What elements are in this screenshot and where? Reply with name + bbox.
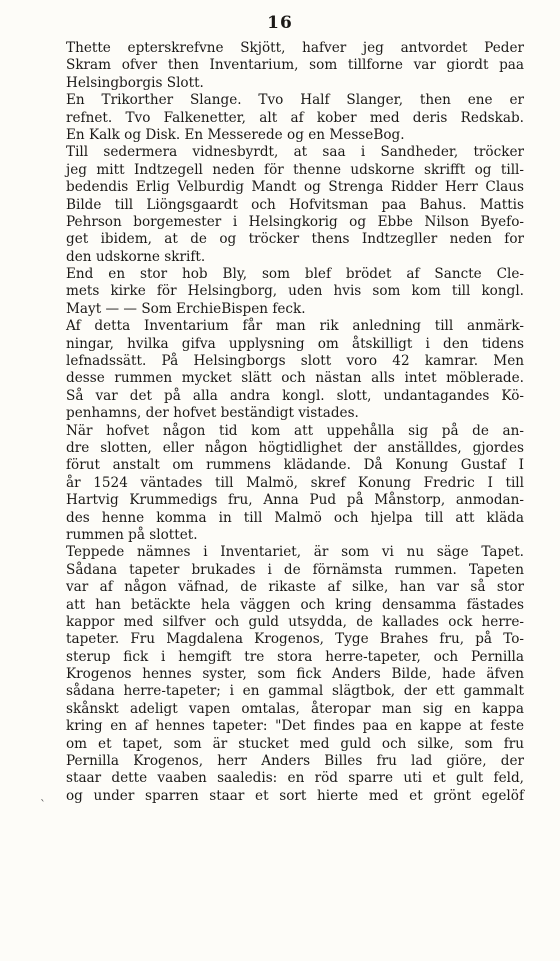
text-line: att han betäckte hela väggen och kring densamma fästades <box>66 596 524 613</box>
text-line: refnet. Tvo Falkenetter, alt af kober med deris Redskab. <box>66 109 524 126</box>
text-line: Pehrson borgemester i Helsingkorig og Ebbe Nilson Byefo- <box>66 213 524 230</box>
text-line: Så var det på alla andra kongl. slott, undantagandes Kö- <box>66 387 524 404</box>
text-line: Teppede nämnes i Inventariet, är som vi nu säge Tapet. <box>66 544 524 561</box>
text-line: år 1524 väntades till Malmö, skref Konung Fredric I till <box>66 474 524 491</box>
text-line: Bilde till Liöngsgaardt och Hofvitsman paa Bahus. Mattis <box>66 196 524 213</box>
text-line: En Kalk og Disk. En Messerede og en MesseBog. <box>66 126 405 143</box>
text-line: jeg mitt Indtzegell neden för thenne udskorne skrifft og till- <box>66 161 524 178</box>
text-line: bedendis Erlig Velburdig Mandt og Strenga Ridder Herr Claus <box>66 179 524 196</box>
text-line: Sådana tapeter brukades i de förnämsta rummen. Tapeten <box>66 561 524 578</box>
text-line: mets kirke för Helsingborg, uden hvis som kom till kongl. <box>66 283 524 300</box>
margin-mark: ` <box>40 798 46 812</box>
text-line: get ibidem, at de og tröcker thens Indtzegller neden for <box>66 231 524 248</box>
text-line: og under sparren staar et sort hierte med et grönt egelöf <box>66 787 524 804</box>
text-line: Skram ofver then Inventarium, som tillforne var giordt paa <box>66 57 524 74</box>
body-text <box>66 40 524 805</box>
text-line: sådana herre-tapeter; i en gammal slägtbok, der ett gammalt <box>66 683 524 700</box>
text-line: Hartvig Krummedigs fru, Anna Pud på Månstorp, anmodan- <box>66 492 524 509</box>
text-line: När hofvet någon tid kom att uppehålla sig på de an- <box>66 422 524 439</box>
text-line: ningar, hvilka gifva upplysning om åtskilligt i den tidens <box>66 335 524 352</box>
text-line: staar dette vaaben saaledis: en röd sparre uti et gult feld, <box>66 770 524 787</box>
text-line: Af detta Inventarium får man rik anledning till anmärk- <box>66 318 524 335</box>
text-line: Thette epterskrefvne Skjött, hafver jeg antvordet Peder <box>66 40 524 56</box>
text-line: desse rummen mycket slätt och nästan alls intet möblerade. <box>66 370 524 387</box>
text-line: skånskt adeligt vapen omtalas, återopar man sig en kappa <box>66 700 524 717</box>
text-line: kappor med silfver och guld utsydda, de kallades ock herre- <box>66 613 524 630</box>
page-number: 16 <box>267 13 293 33</box>
text-line: Mayt — — Som ErchieBispen feck. <box>66 300 306 317</box>
text-line: penhamns, der hofvet beständigt vistades. <box>66 405 359 422</box>
text-line: sterup fick i hemgift tre stora herre-tapeter, och Pernilla <box>66 648 524 665</box>
text-line: var af någon väfnad, de rikaste af silke, han var så stor <box>66 579 524 596</box>
text-line: des henne komma in till Malmö och hjelpa till att kläda <box>66 509 524 526</box>
text-line: om et tapet, som är stucket med guld och silke, som fru <box>66 735 524 752</box>
text-line: Pernilla Krogenos, herr Anders Billes fru lad giöre, der <box>66 753 524 770</box>
text-line: Till sedermera vidnesbyrdt, at saa i Sandheder, tröcker <box>66 144 524 161</box>
text-line: Krogenos hennes syster, som fick Anders Bilde, hade äfven <box>66 666 524 683</box>
text-line: tapeter. Fru Magdalena Krogenos, Tyge Brahes fru, på To- <box>66 631 524 648</box>
text-line: dre slotten, eller någon högtidlighet der anställdes, gjordes <box>66 439 524 456</box>
text-line: den udskorne skrift. <box>66 248 206 265</box>
text-line: End en stor hob Bly, som blef brödet af Sancte Cle- <box>66 266 524 283</box>
text-line: Helsingborgis Slott. <box>66 74 204 91</box>
text-line: rummen på slottet. <box>66 526 198 543</box>
text-line: förut anstalt om rummens klädande. Då Konung Gustaf I <box>66 457 524 474</box>
text-line: En Trikorther Slange. Tvo Half Slanger, then ene er <box>66 92 524 109</box>
text-line: kring en af hennes tapeter: "Det findes paa en kappe at feste <box>66 718 524 735</box>
text-line: lefnadssätt. På Helsingborgs slott voro 42 kamrar. Men <box>66 353 524 370</box>
